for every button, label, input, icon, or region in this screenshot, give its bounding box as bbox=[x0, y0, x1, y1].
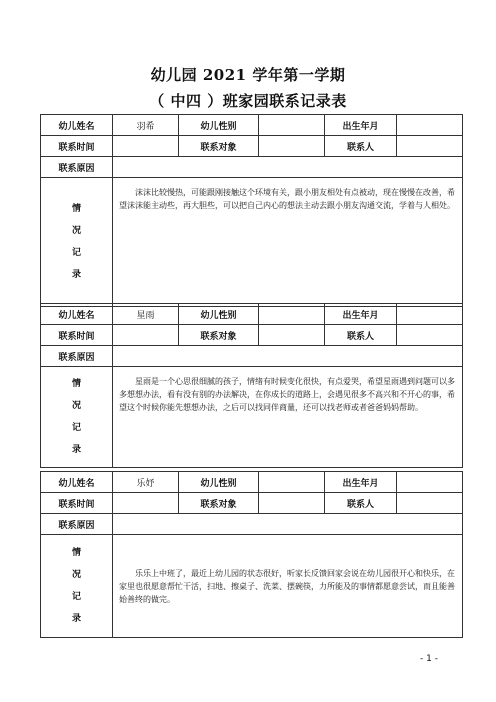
situation-char: 录 bbox=[71, 445, 81, 455]
situation-char: 记 bbox=[71, 248, 81, 258]
contact-reason-value bbox=[113, 514, 463, 535]
contact-reason-label: 联系原因 bbox=[41, 157, 113, 178]
situation-char: 况 bbox=[71, 570, 81, 580]
contact-target-label: 联系对象 bbox=[179, 136, 259, 157]
record-table-2 bbox=[40, 303, 463, 468]
record-table-1 bbox=[40, 114, 463, 307]
contact-reason-label: 联系原因 bbox=[41, 514, 113, 535]
contact-target-label: 联系对象 bbox=[179, 493, 259, 514]
birth-date-label: 出生年月 bbox=[325, 115, 397, 136]
contact-target-value bbox=[259, 325, 325, 346]
record-content: 星雨是一个心思很细腻的孩子，情绪有时候变化很快，有点爱哭，希望星雨遇到问题可以多多想想办法，看有没有别的办法解决，在你成长的道路上，会遇见很多不高兴和不开心的事，希望这个时候你能先想想办法，之后可以找同伴商量，还可以找老师或者爸爸妈妈帮助。 bbox=[119, 377, 455, 412]
child-name-label: 幼儿姓名 bbox=[41, 115, 113, 136]
contact-person-label: 联系人 bbox=[325, 325, 397, 346]
situation-char: 情 bbox=[71, 548, 81, 558]
child-name-label: 幼儿姓名 bbox=[41, 304, 113, 325]
page-number: - 1 - bbox=[420, 654, 438, 664]
contact-person-value bbox=[397, 325, 463, 346]
situation-label bbox=[41, 367, 113, 468]
situation-char: 录 bbox=[71, 270, 81, 280]
contact-person-value bbox=[397, 136, 463, 157]
situation-char: 情 bbox=[71, 204, 81, 214]
page-title: 幼儿园 2021 学年第一学期 bbox=[150, 66, 346, 84]
birth-date-value bbox=[397, 472, 463, 493]
record-content: 沫沫比较慢热，可能跟刚接触这个环境有关，跟小朋友相处有点被动，现在慢慢在改善，希望沫沫能主动些，再大胆些，可以把自己内心的想法主动去跟小朋友沟通交流，学着与人相处。 bbox=[119, 188, 455, 210]
contact-reason-value bbox=[113, 346, 463, 367]
contact-target-value bbox=[259, 136, 325, 157]
birth-date-value bbox=[397, 304, 463, 325]
child-name-value: 羽希 bbox=[113, 115, 179, 136]
situation-char: 况 bbox=[71, 226, 81, 236]
contact-time-label: 联系时间 bbox=[41, 325, 113, 346]
contact-target-label: 联系对象 bbox=[179, 325, 259, 346]
child-gender-label: 幼儿性别 bbox=[179, 304, 259, 325]
child-gender-value bbox=[259, 304, 325, 325]
situation-char: 记 bbox=[71, 592, 81, 602]
contact-person-label: 联系人 bbox=[325, 493, 397, 514]
contact-time-value bbox=[113, 493, 179, 514]
birth-date-label: 出生年月 bbox=[325, 472, 397, 493]
contact-time-value bbox=[113, 136, 179, 157]
situation-char: 记 bbox=[71, 423, 81, 433]
birth-date-value bbox=[397, 115, 463, 136]
contact-time-label: 联系时间 bbox=[41, 136, 113, 157]
birth-date-label: 出生年月 bbox=[325, 304, 397, 325]
contact-person-label: 联系人 bbox=[325, 136, 397, 157]
child-gender-label: 幼儿性别 bbox=[179, 115, 259, 136]
child-gender-value bbox=[259, 115, 325, 136]
record-table-3 bbox=[40, 471, 463, 638]
record-content: 乐乐上中班了，最近上幼儿园的状态很好，听家长反馈回家会说在幼儿园很开心和快乐，在家里也很愿意帮忙干活，扫地、擦桌子、洗菜、摆碗筷，力所能及的事情都愿意尝试，而且能善始善终的做完。 bbox=[119, 568, 455, 604]
contact-person-value bbox=[397, 493, 463, 514]
child-name-value: 乐妤 bbox=[113, 472, 179, 493]
contact-time-label: 联系时间 bbox=[41, 493, 113, 514]
contact-target-value bbox=[259, 493, 325, 514]
situation-char: 情 bbox=[71, 379, 81, 389]
child-gender-label: 幼儿性别 bbox=[179, 472, 259, 493]
child-name-label: 幼儿姓名 bbox=[41, 472, 113, 493]
situation-char: 录 bbox=[71, 614, 81, 624]
situation-char: 况 bbox=[71, 401, 81, 411]
contact-reason-label: 联系原因 bbox=[41, 346, 113, 367]
child-gender-value bbox=[259, 472, 325, 493]
child-name-value: 星雨 bbox=[113, 304, 179, 325]
contact-time-value bbox=[113, 325, 179, 346]
situation-label bbox=[41, 178, 113, 307]
contact-reason-value bbox=[113, 157, 463, 178]
page-subtitle: （ 中四 ）班家园联系记录表 bbox=[149, 92, 347, 110]
situation-label bbox=[41, 535, 113, 638]
